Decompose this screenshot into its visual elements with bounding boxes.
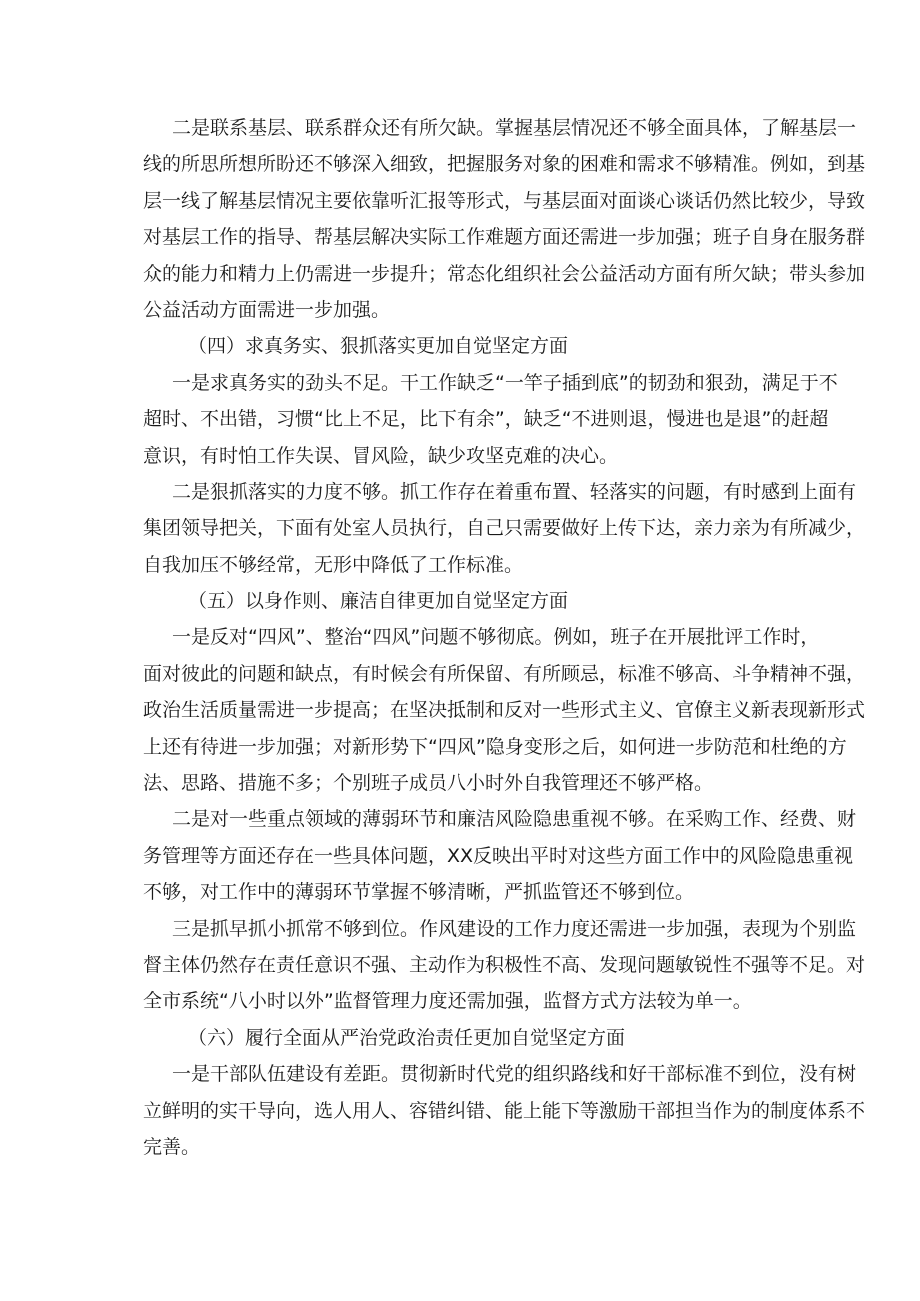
paragraph	[143, 619, 866, 801]
text-line: 不够，对工作中的薄弱环节掌握不够清晰，严抓监管还不够到位。	[143, 881, 695, 904]
section-heading	[143, 1020, 801, 1056]
text-line: 督主体仍然存在责任意识不强、主动作为积极性不高、发现问题敏锐性不强等不足。对	[143, 953, 866, 976]
text-line: 立鲜明的实干导向，选人用人、容错纠错、能上能下等激励干部担当作为的制度体系不	[143, 1099, 866, 1122]
text-line: 面对彼此的问题和缺点，有时候会有所保留、有所顾忌，标准不够高、斗争精神不强，	[143, 662, 866, 685]
text-line: 二是对一些重点领域的薄弱环节和廉洁风险隐患重视不够。在采购工作、经费、财	[172, 808, 857, 831]
text-line: 务管理等方面还存在一些具体问题，XX反映出平时对这些方面工作中的风险隐患重视	[143, 844, 854, 867]
text-line: 集团领导把关，下面有处室人员执行，自己只需要做好上传下达，亲力亲为有所减少，	[143, 517, 866, 540]
text-line: 一是求真务实的劲头不足。干工作缺乏“一竿子插到底”的韧劲和狠劲，满足于不	[172, 371, 838, 394]
text-line: （六）履行全面从严治党政治责任更加自觉坚定方面	[188, 1026, 626, 1049]
section-heading	[143, 583, 801, 619]
paragraph	[143, 911, 866, 1020]
section-heading	[143, 328, 801, 364]
text-line: 三是抓早抓小抓常不够到位。作风建设的工作力度还需进一步加强，表现为个别监	[172, 917, 857, 940]
text-line: 一是干部队伍建设有差距。贯彻新时代党的组织路线和好干部标准不到位，没有树	[172, 1063, 857, 1086]
text-line: 公益活动方面需进一步加强。	[143, 298, 391, 321]
text-line: 上还有待进一步加强；对新形势下“四风”隐身变形之后，如何进一步防范和杜绝的方	[143, 735, 847, 758]
text-line: 意识，有时怕工作失误、冒风险，缺少攻坚克难的决心。	[143, 444, 619, 467]
document-body	[143, 110, 866, 1165]
text-line: 对基层工作的指导、帮基层解决实际工作难题方面还需进一步加强；班子自身在服务群	[143, 226, 866, 249]
text-line: 全市系统“八小时以外”监督管理力度还需加强，监督方式方法较为单一。	[143, 990, 752, 1013]
text-line: 二是狠抓落实的力度不够。抓工作存在着重布置、轻落实的问题，有时感到上面有	[172, 480, 857, 503]
text-line: 法、思路、措施不多；个别班子成员八小时外自我管理还不够严格。	[143, 772, 714, 795]
text-line: 政治生活质量需进一步提高；在坚决抵制和反对一些形式主义、官僚主义新表现新形式	[143, 699, 866, 722]
text-line: 层一线了解基层情况主要依靠听汇报等形式，与基层面对面谈心谈话仍然比较少，导致	[143, 189, 866, 212]
text-line: （五）以身作则、廉洁自律更加自觉坚定方面	[188, 590, 569, 613]
text-line: （四）求真务实、狠抓落实更加自觉坚定方面	[188, 335, 569, 358]
paragraph	[143, 110, 866, 328]
text-line: 线的所思所想所盼还不够深入细致，把握服务对象的困难和需求不够精准。例如，到基	[143, 153, 866, 176]
text-line: 超时、不出错，习惯“比上不足，比下有余”，缺乏“不进则退，慢进也是退”的赶超	[143, 408, 829, 431]
text-line: 一是反对“四风”、整治“四风”问题不够彻底。例如，班子在开展批评工作时，	[172, 626, 820, 649]
paragraph	[143, 801, 857, 910]
paragraph	[143, 474, 866, 583]
text-line: 完善。	[143, 1135, 201, 1158]
paragraph	[143, 1056, 866, 1165]
paragraph	[143, 365, 838, 474]
text-line: 自我加压不够经常，无形中降低了工作标准。	[143, 553, 524, 576]
text-line: 众的能力和精力上仍需进一步提升；常态化组织社会公益活动方面有所欠缺；带头参加	[143, 262, 866, 285]
text-line: 二是联系基层、联系群众还有所欠缺。掌握基层情况还不够全面具体，了解基层一	[172, 117, 857, 139]
